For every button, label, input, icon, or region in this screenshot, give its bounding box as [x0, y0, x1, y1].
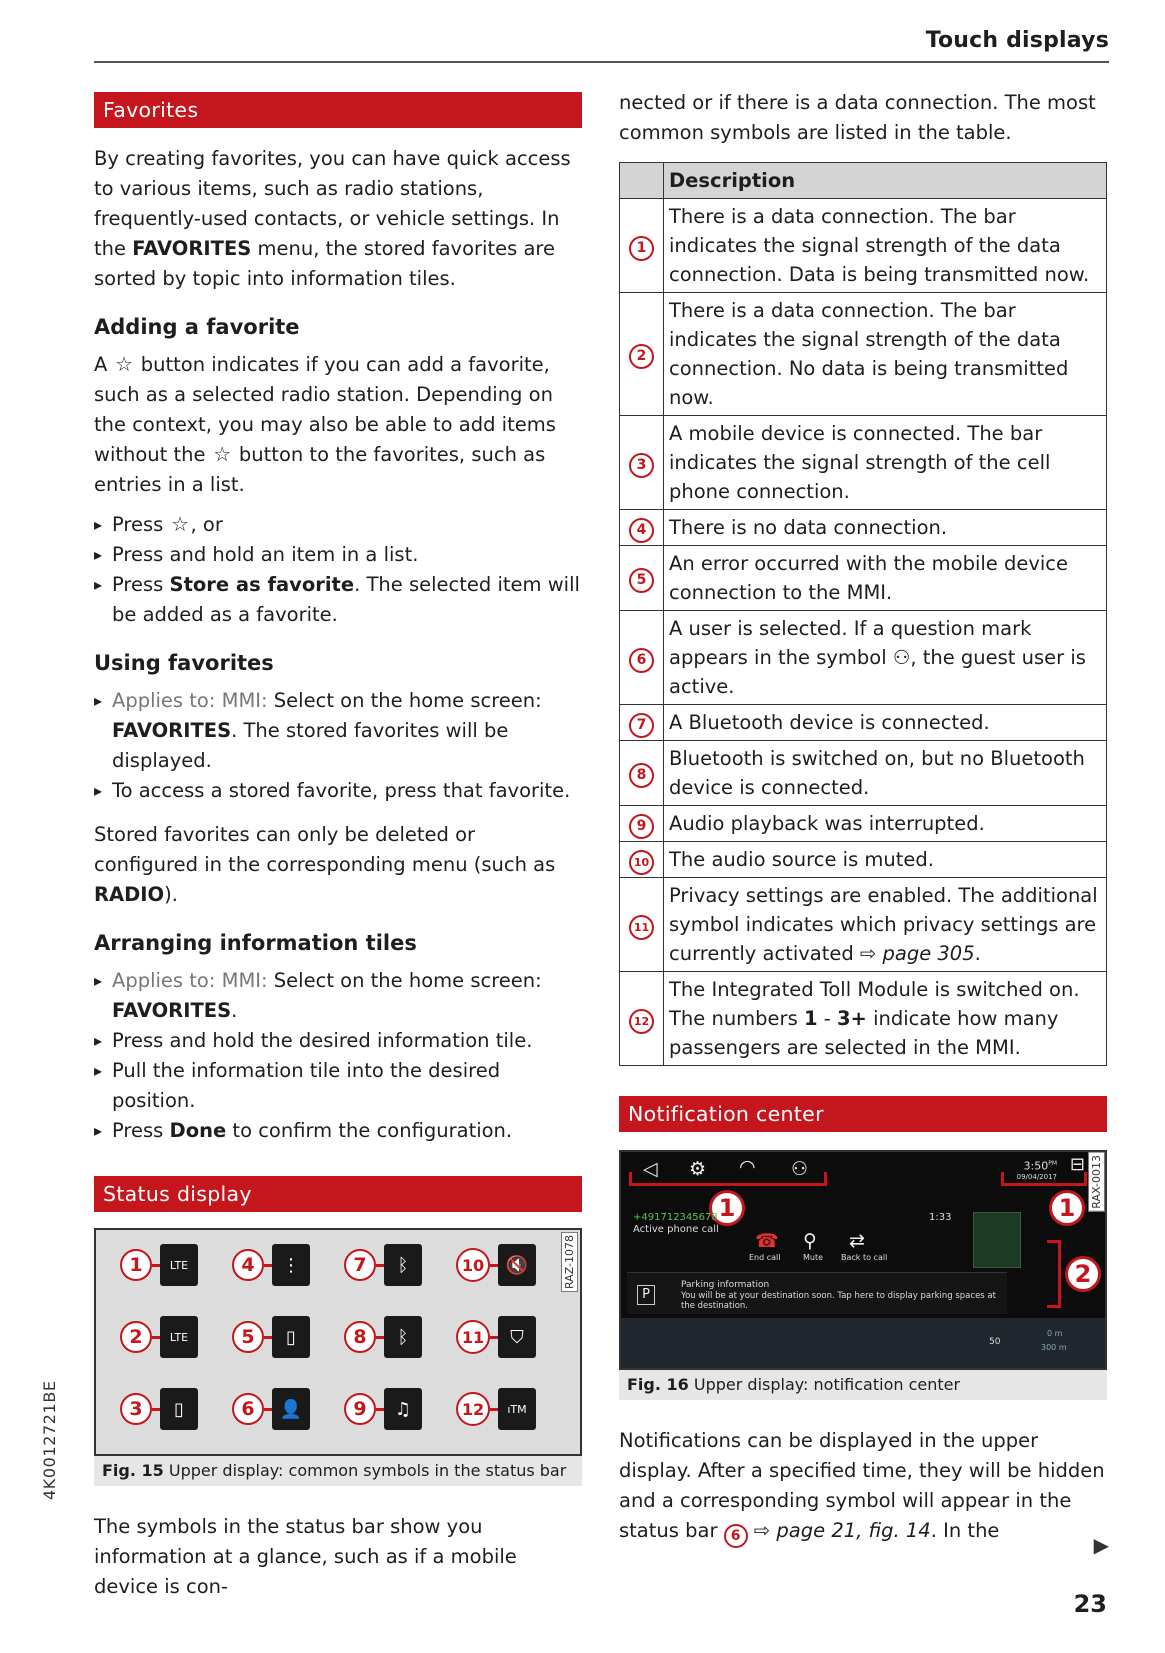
- bluetooth-on-icon: ᛒ: [384, 1316, 422, 1358]
- lte-data-idle-icon: LTE: [160, 1316, 198, 1358]
- favorites-heading: Favorites: [94, 92, 582, 128]
- table-row: [620, 741, 1107, 806]
- using-favorites-heading: Using favorites: [94, 651, 274, 675]
- callout-number: 12: [456, 1392, 490, 1426]
- status-symbol-item: [232, 1244, 344, 1286]
- status-symbols-figure: [94, 1228, 582, 1456]
- table-row: [620, 546, 1107, 611]
- speaker-icon: ◁: [643, 1158, 658, 1180]
- favorites-intro: By creating favorites, you can have quick access to various items, such as radio stations, frequently-used contacts, or vehicle settings. In the FAVORITES menu, the stored favorites are sorted by topic into information tiles.: [94, 147, 571, 290]
- distance-far: 300 m: [1041, 1343, 1067, 1352]
- callout-connector: [376, 1408, 384, 1411]
- table-cell-number: [620, 972, 664, 1066]
- table-cell-description: There is no data connection.: [664, 510, 1107, 546]
- callout-bracket: [1047, 1240, 1061, 1308]
- clock: $3:50^{PM}$: [1023, 1159, 1057, 1173]
- table-cell-description: A Bluetooth device is connected.: [664, 705, 1107, 741]
- call-timer: 1:33: [929, 1212, 952, 1223]
- status-symbol-item: [344, 1316, 456, 1358]
- callout-number: 2: [1065, 1256, 1101, 1292]
- table-cell-number: [620, 878, 664, 972]
- page-number: 23: [1073, 1590, 1107, 1618]
- callout-number: 2: [629, 344, 654, 369]
- audio-interrupted-icon: ♫: [384, 1388, 422, 1430]
- table-row: [620, 293, 1107, 416]
- page-header-title: Touch displays: [925, 28, 1109, 53]
- notification-center-icon: ⊟: [1069, 1154, 1085, 1175]
- notification-center-text: Notifications can be displayed in the upper display. After a specified time, they will be hidden and a corresponding symbol will appear in the status bar 6 ⇨ page 21, fig. 14. In the: [619, 1426, 1107, 1548]
- status-symbol-table: [619, 162, 1107, 1066]
- table-cell-description: A user is selected. If a question mark appears in the symbol ⚇, the guest user is active.: [664, 611, 1107, 705]
- table-cell-description: Privacy settings are enabled. The additional symbol indicates which privacy settings are currently activated ⇨ page 305.: [664, 878, 1107, 972]
- status-symbol-grid: [120, 1244, 568, 1430]
- right-column: [619, 92, 1107, 1548]
- status-display-text: The symbols in the status bar show you information at a glance, such as if a mobile device is con-: [94, 1515, 517, 1598]
- status-symbol-item: [232, 1316, 344, 1358]
- figure-caption: Fig. 15 Upper display: common symbols in the status bar: [94, 1456, 582, 1486]
- callout-bracket: [629, 1172, 827, 1186]
- callout-number: 1: [120, 1249, 152, 1281]
- list-item: ▸ Press ☆, or: [94, 510, 582, 540]
- end-call-icon[interactable]: ☎: [755, 1230, 779, 1252]
- table-cell-number: [620, 741, 664, 806]
- callout-number: 8: [629, 763, 654, 788]
- notification-center-figure: [619, 1150, 1107, 1370]
- table-cell-number: [620, 546, 664, 611]
- table-cell-number: [620, 611, 664, 705]
- using-favorites-steps: [94, 686, 582, 806]
- table-row: [620, 611, 1107, 705]
- parking-title: Parking information: [681, 1280, 770, 1290]
- callout-number: 1: [709, 1190, 745, 1226]
- table-cell-description: Audio playback was interrupted.: [664, 806, 1107, 842]
- table-cell-description: A mobile device is connected. The bar indicates the signal strength of the cell phone connection.: [664, 416, 1107, 510]
- table-cell-description: The Integrated Toll Module is switched on. The numbers 1 - 3+ indicate how many passengers are selected in the MMI.: [664, 972, 1107, 1066]
- table-cell-description: There is a data connection. The bar indicates the signal strength of the data connection. No data is being transmitted now.: [664, 293, 1107, 416]
- parking-notification[interactable]: [627, 1272, 1007, 1314]
- star-icon: ☆: [213, 442, 232, 466]
- notification-center-heading: Notification center: [619, 1096, 1107, 1132]
- callout-number: 6: [232, 1393, 264, 1425]
- status-symbol-item: [120, 1244, 232, 1286]
- callout-connector: [264, 1264, 272, 1267]
- list-item: ▸ Applies to: MMI: Select on the home screen: FAVORITES.: [94, 966, 582, 1026]
- status-symbol-item: [456, 1388, 568, 1430]
- document-code: 4K0012721BE: [40, 1380, 59, 1500]
- user-icon: ⚇: [791, 1158, 809, 1180]
- callout-number: 9: [629, 814, 654, 839]
- adding-favorite-steps: [94, 510, 582, 630]
- callout-number: 1: [1049, 1190, 1085, 1226]
- header-rule: [94, 61, 1109, 63]
- star-icon: ☆: [171, 512, 189, 536]
- callout-number: 10: [456, 1248, 490, 1282]
- table-row: [620, 199, 1107, 293]
- table-cell-number: [620, 842, 664, 878]
- table-cell-number: [620, 199, 664, 293]
- callout-connector: [376, 1336, 384, 1339]
- callout-number: 4: [629, 518, 654, 543]
- figure-tag: RAZ-1078: [561, 1232, 578, 1292]
- table-row: [620, 842, 1107, 878]
- list-item: ▸ Press Done to confirm the configuration.: [94, 1116, 582, 1146]
- page-reference-link[interactable]: ⇨ page 21, fig. 14: [753, 1519, 931, 1542]
- status-symbol-item: [456, 1244, 568, 1286]
- callout-number: 3: [629, 453, 654, 478]
- page-reference-link[interactable]: ⇨ page 305: [859, 942, 975, 965]
- table-row: [620, 972, 1107, 1066]
- status-display-text-continued: nected or if there is a data connection. The most common symbols are listed in the table.: [619, 91, 1096, 144]
- list-item: ▸ Applies to: MMI: Select on the home screen: FAVORITES. The stored favorites will be displayed.: [94, 686, 582, 776]
- list-item: ▸ Pull the information tile into the desired position.: [94, 1056, 582, 1116]
- callout-connector: [490, 1336, 498, 1339]
- callout-connector: [376, 1264, 384, 1267]
- distance-near: 0 m: [1047, 1329, 1063, 1338]
- privacy-shield-icon: ⛉: [498, 1316, 536, 1358]
- callout-connector: [152, 1264, 160, 1267]
- parking-text: You will be at your destination soon. Tap here to display parking spaces at the destination.: [681, 1291, 996, 1311]
- table-cell-description: The audio source is muted.: [664, 842, 1107, 878]
- table-cell-number: [620, 416, 664, 510]
- table-cell-description: There is a data connection. The bar indicates the signal strength of the data connection. Data is being transmitted now.: [664, 199, 1107, 293]
- map-strip: [621, 1318, 1105, 1370]
- list-item: ▸ Press Store as favorite. The selected item will be added as a favorite.: [94, 570, 582, 630]
- table-header-blank: [620, 163, 664, 199]
- speed-limit: 50: [989, 1337, 1001, 1347]
- status-symbol-item: [344, 1244, 456, 1286]
- table-cell-description: Bluetooth is switched on, but no Bluetooth device is connected.: [664, 741, 1107, 806]
- star-icon: ☆: [115, 352, 134, 376]
- mobile-device-icon: ▯: [160, 1388, 198, 1430]
- callout-number: 7: [344, 1249, 376, 1281]
- status-symbol-item: [232, 1388, 344, 1430]
- table-cell-number: [620, 293, 664, 416]
- callout-number: 12: [629, 1009, 654, 1034]
- adding-favorite-heading: Adding a favorite: [94, 315, 300, 339]
- figure-caption: Fig. 16 Upper display: notification center: [619, 1370, 1107, 1400]
- user-icon: 👤: [272, 1388, 310, 1430]
- table-row: [620, 705, 1107, 741]
- callout-connector: [152, 1408, 160, 1411]
- parking-icon: P: [637, 1285, 655, 1305]
- lte-data-transmitting-icon: LTE: [160, 1244, 198, 1286]
- callout-number: 11: [456, 1320, 490, 1354]
- table-row: [620, 878, 1107, 972]
- list-item: ▸ Press and hold the desired information tile.: [94, 1026, 582, 1056]
- callout-number: 8: [344, 1321, 376, 1353]
- callout-number: 10: [629, 850, 654, 875]
- callout-number: 3: [120, 1393, 152, 1425]
- callout-number: 11: [629, 915, 654, 940]
- status-symbol-item: [344, 1388, 456, 1430]
- mobile-error-icon: ▯: [272, 1316, 310, 1358]
- status-symbol-item: [120, 1388, 232, 1430]
- callout-connector: [152, 1336, 160, 1339]
- left-column: [94, 92, 582, 1602]
- callout-connector: [490, 1408, 498, 1411]
- table-row: [620, 510, 1107, 546]
- callout-number: 2: [120, 1321, 152, 1353]
- callout-bracket: [1001, 1172, 1087, 1186]
- list-item: ▸ Press and hold an item in a list.: [94, 540, 582, 570]
- date: 09/04/2017: [1016, 1173, 1057, 1181]
- audio-muted-icon: 🔇: [498, 1244, 536, 1286]
- table-header-description: Description: [664, 163, 1107, 199]
- callout-connector: [264, 1408, 272, 1411]
- status-display-heading: Status display: [94, 1176, 582, 1212]
- bluetooth-connected-icon: ᛒ: [384, 1244, 422, 1286]
- callout-number: 4: [232, 1249, 264, 1281]
- callout-number: 5: [629, 568, 654, 593]
- callout-number: 6: [724, 1524, 748, 1548]
- arranging-tiles-steps: [94, 966, 582, 1146]
- back-to-call-label[interactable]: Back to call: [841, 1253, 888, 1262]
- table-header-row: [620, 163, 1107, 199]
- table-cell-number: [620, 510, 664, 546]
- back-to-call-icon[interactable]: ⇄: [849, 1230, 865, 1252]
- call-avatar: [973, 1212, 1021, 1268]
- no-data-connection-icon: ⋮: [272, 1244, 310, 1286]
- guest-user-icon: ⚇: [892, 646, 911, 669]
- callout-number: 9: [344, 1393, 376, 1425]
- table-cell-number: [620, 806, 664, 842]
- continue-arrow-icon: ▶: [1093, 1533, 1109, 1557]
- callout-connector: [490, 1264, 498, 1267]
- callout-connector: [264, 1336, 272, 1339]
- table-row: [620, 806, 1107, 842]
- status-symbol-item: [456, 1316, 568, 1358]
- callout-number: 7: [629, 713, 654, 738]
- status-symbol-item: [120, 1316, 232, 1358]
- callout-number: 1: [629, 236, 654, 261]
- callout-number: 6: [629, 648, 654, 673]
- figure-tag: RAX-0013: [1088, 1152, 1105, 1212]
- arranging-tiles-heading: Arranging information tiles: [94, 931, 417, 955]
- adding-favorite-text: A ☆ button indicates if you can add a favorite, such as a selected radio station. Depending on the context, you may also be able to add items without the ☆ button to the favorites, such as entries in a list.: [94, 352, 556, 496]
- settings-icon: ⚙: [689, 1158, 707, 1180]
- list-item: ▸ To access a stored favorite, press that favorite.: [94, 776, 582, 806]
- table-row: [620, 416, 1107, 510]
- using-favorites-note: Stored favorites can only be deleted or configured in the corresponding menu (such as RADIO).: [94, 823, 556, 906]
- mute-icon[interactable]: ⚲: [803, 1230, 817, 1252]
- toll-module-icon: ıTM: [498, 1388, 536, 1430]
- phone-number: +491712345678: [633, 1212, 718, 1223]
- wifi-icon: ◠: [739, 1156, 756, 1178]
- table-cell-number: [620, 705, 664, 741]
- end-call-label[interactable]: End call: [749, 1253, 781, 1262]
- callout-number: 5: [232, 1321, 264, 1353]
- table-cell-description: An error occurred with the mobile device connection to the MMI.: [664, 546, 1107, 611]
- call-status: Active phone call: [633, 1224, 719, 1235]
- mute-label[interactable]: Mute: [803, 1253, 824, 1262]
